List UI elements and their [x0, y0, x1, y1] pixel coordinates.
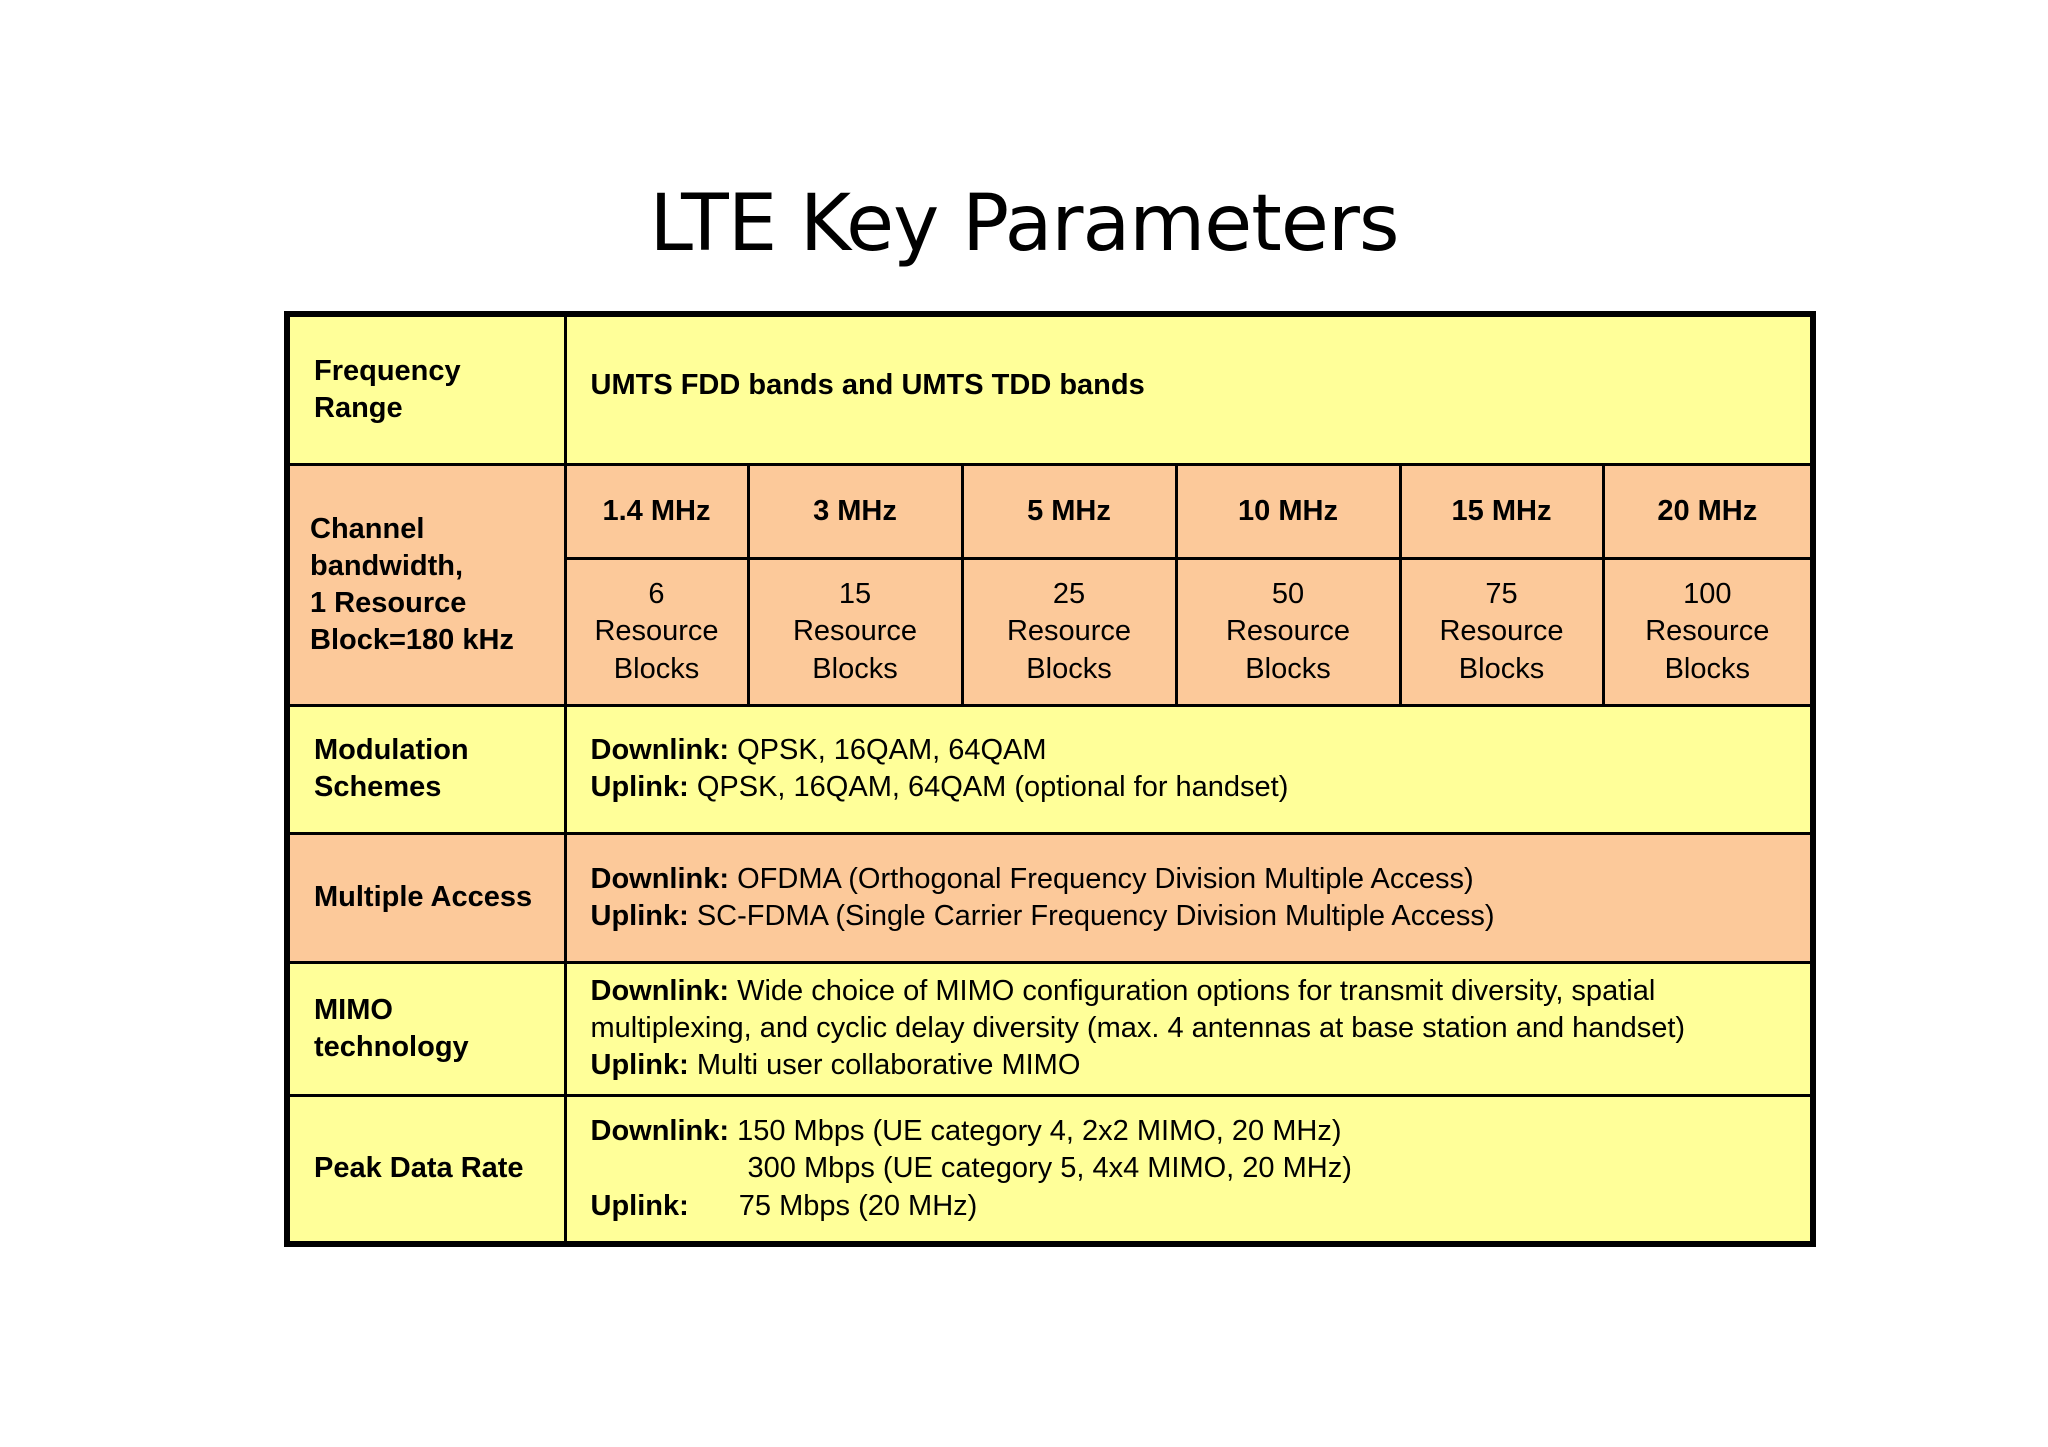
frequency-range-label: Frequency Range	[287, 314, 565, 464]
resource-blocks-cell: 6 Resource Blocks	[565, 559, 748, 705]
table-row-channel-bandwidth	[287, 464, 1813, 558]
modulation-schemes-label: Modulation Schemes	[287, 705, 565, 833]
resource-blocks-cell: 50 Resource Blocks	[1176, 559, 1400, 705]
resource-blocks-cell: 25 Resource Blocks	[962, 559, 1176, 705]
multiple-access-value: Downlink: OFDMA (Orthogonal Frequency Division Multiple Access) Uplink: SC-FDMA (Single Carrier Frequency Division Multiple Access)	[565, 834, 1813, 962]
resource-blocks-cell: 100 Resource Blocks	[1603, 559, 1813, 705]
resource-blocks-cell: 15 Resource Blocks	[748, 559, 962, 705]
peak-data-rate-value: Downlink: 150 Mbps (UE category 4, 2x2 MIMO, 20 MHz) 300 Mbps (UE category 5, 4x4 MIMO, 20 MHz) Uplink: 75 Mbps (20 MHz)	[565, 1095, 1813, 1244]
modulation-schemes-value: Downlink: QPSK, 16QAM, 64QAM Uplink: QPSK, 16QAM, 64QAM (optional for handset)	[565, 705, 1813, 833]
resource-blocks-cell: 75 Resource Blocks	[1400, 559, 1603, 705]
lte-parameters-table	[284, 311, 1816, 1247]
peak-data-rate-label: Peak Data Rate	[287, 1095, 565, 1244]
bandwidth-header-3-mhz: 3 MHz	[748, 464, 962, 558]
table-row-multiple-access	[287, 834, 1813, 962]
mimo-technology-label: MIMO technology	[287, 962, 565, 1095]
bandwidth-header-15-mhz: 15 MHz	[1400, 464, 1603, 558]
table-row-frequency-range	[287, 314, 1813, 464]
multiple-access-label: Multiple Access	[287, 834, 565, 962]
mimo-technology-value: Downlink: Wide choice of MIMO configuration options for transmit diversity, spatial multiplexing, and cyclic delay diversity (max. 4 antennas at base station and handset) Uplink: Multi user collaborative MIMO	[565, 962, 1813, 1095]
table-row-peak-data-rate	[287, 1095, 1813, 1244]
table-row-mimo-technology	[287, 962, 1813, 1095]
bandwidth-header-5-mhz: 5 MHz	[962, 464, 1176, 558]
channel-bandwidth-label: Channel bandwidth, 1 Resource Block=180 kHz	[287, 464, 565, 705]
bandwidth-header-1-4-mhz: 1.4 MHz	[565, 464, 748, 558]
frequency-range-value: UMTS FDD bands and UMTS TDD bands	[565, 314, 1813, 464]
bandwidth-header-20-mhz: 20 MHz	[1603, 464, 1813, 558]
table-row-modulation-schemes	[287, 705, 1813, 833]
bandwidth-header-10-mhz: 10 MHz	[1176, 464, 1400, 558]
page-title: LTE Key Parameters	[649, 179, 1399, 269]
